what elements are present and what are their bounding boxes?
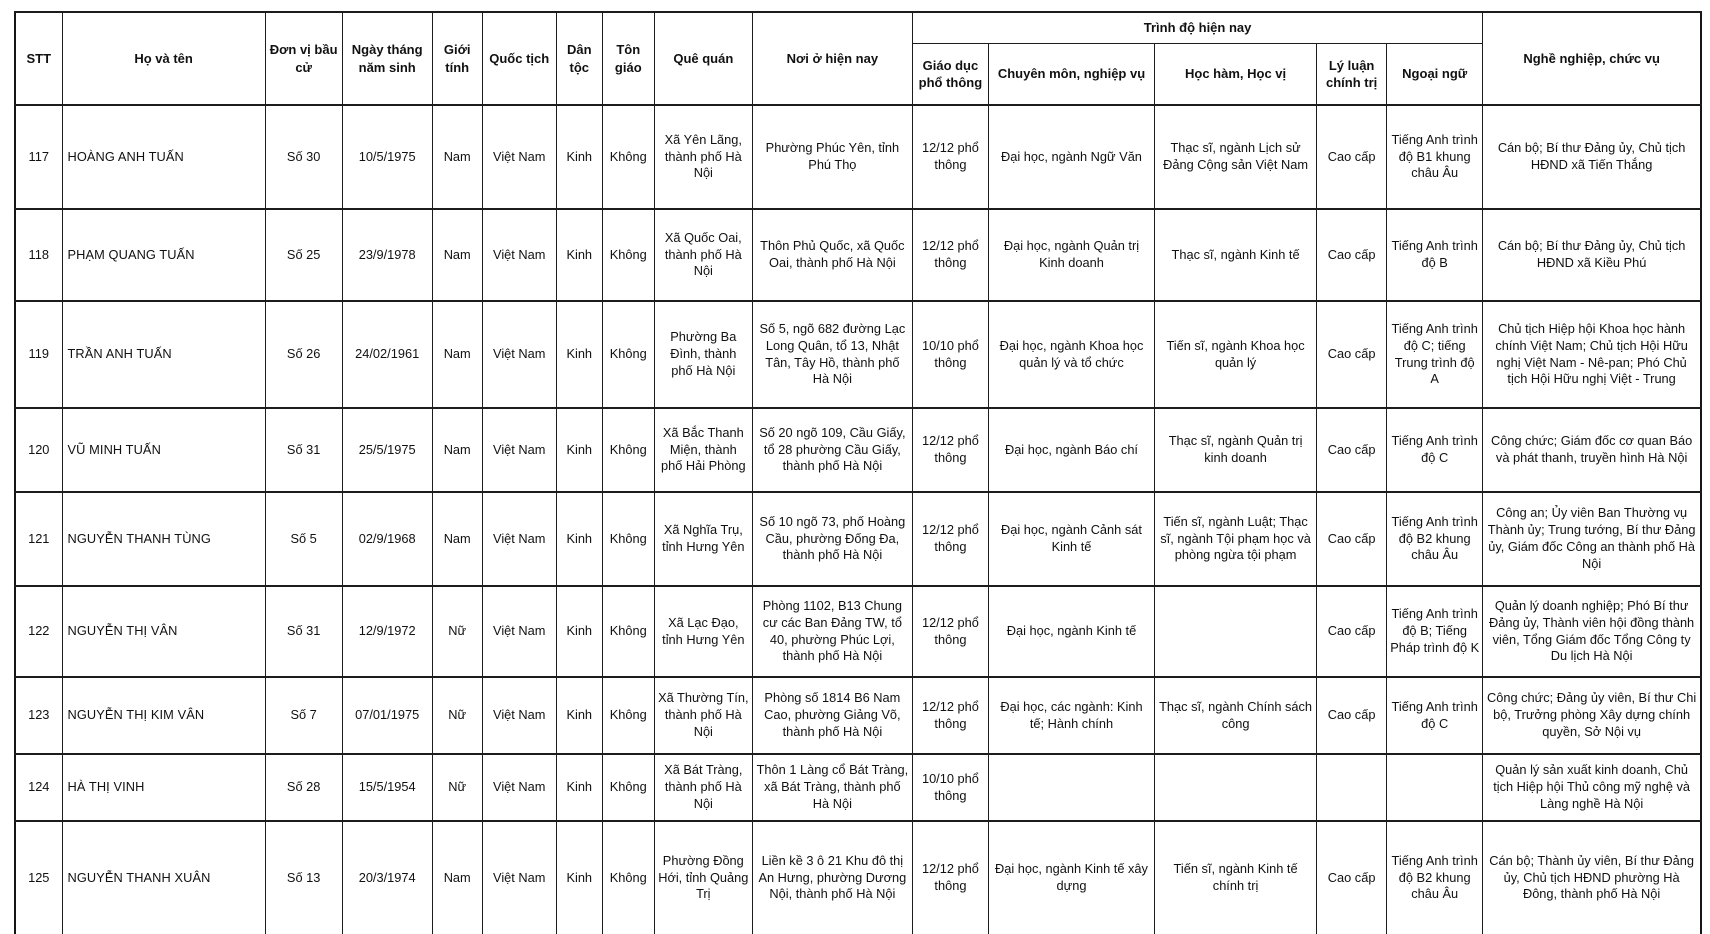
table-cell: Nam <box>432 408 482 492</box>
candidate-roster-table <box>14 11 1702 934</box>
table-cell: Thôn Phủ Quốc, xã Quốc Oai, thành phố Hà Nội <box>752 209 912 301</box>
table-cell: 10/10 phổ thông <box>912 301 988 408</box>
table-cell: 07/01/1975 <box>342 677 432 754</box>
table-cell: Việt Nam <box>482 586 556 677</box>
table-cell: Việt Nam <box>482 821 556 934</box>
table-cell: Đại học, ngành Quản trị Kinh doanh <box>988 209 1154 301</box>
table-cell: 12/9/1972 <box>342 586 432 677</box>
table-cell: Kinh <box>556 301 602 408</box>
table-cell: Thôn 1 Làng cổ Bát Tràng, xã Bát Tràng, thành phố Hà Nội <box>752 754 912 821</box>
table-cell: Phường Phúc Yên, tỉnh Phú Thọ <box>752 105 912 209</box>
table-cell: NGUYỄN THỊ KIM VÂN <box>62 677 265 754</box>
table-cell: Phòng 1102, B13 Chung cư các Ban Đảng TW, tổ 40, phường Phúc Lợi, thành phố Hà Nội <box>752 586 912 677</box>
table-cell: Kinh <box>556 677 602 754</box>
table-row <box>15 105 1701 209</box>
table-cell: Kinh <box>556 821 602 934</box>
table-cell: Kinh <box>556 492 602 586</box>
table-cell: TRẦN ANH TUẤN <box>62 301 265 408</box>
table-cell: 10/5/1975 <box>342 105 432 209</box>
table-cell: Kinh <box>556 209 602 301</box>
table-cell: 118 <box>15 209 62 301</box>
table-cell: Số 20 ngõ 109, Cầu Giấy, tổ 28 phường Cầu Giấy, thành phố Hà Nội <box>752 408 912 492</box>
col-header-nationality: Quốc tịch <box>482 12 556 105</box>
col-group-header-qualifications: Trình độ hiện nay <box>912 12 1482 44</box>
table-cell: Số 5, ngõ 682 đường Lạc Long Quân, tổ 13, Nhật Tân, Tây Hồ, thành phố Hà Nội <box>752 301 912 408</box>
table-cell: Tiếng Anh trình độ C; tiếng Trung trình độ A <box>1387 301 1483 408</box>
table-cell: Kinh <box>556 105 602 209</box>
table-cell: Cán bộ; Bí thư Đảng ủy, Chủ tịch HĐND xã Kiều Phú <box>1483 209 1701 301</box>
table-cell: Việt Nam <box>482 754 556 821</box>
table-cell: Tiếng Anh trình độ B2 khung châu Âu <box>1387 492 1483 586</box>
table-cell: Không <box>602 754 654 821</box>
table-cell: Tiến sĩ, ngành Kinh tế chính trị <box>1155 821 1317 934</box>
col-header-current-residence: Nơi ở hiện nay <box>752 12 912 105</box>
col-header-full-name: Họ và tên <box>62 12 265 105</box>
table-cell: Số 31 <box>265 408 342 492</box>
table-cell: 23/9/1978 <box>342 209 432 301</box>
table-cell: Tiến sĩ, ngành Luật; Thạc sĩ, ngành Tội phạm học và phòng ngừa tội phạm <box>1155 492 1317 586</box>
table-row <box>15 677 1701 754</box>
table-cell: Thạc sĩ, ngành Chính sách công <box>1155 677 1317 754</box>
table-cell <box>1155 586 1317 677</box>
table-cell: Kinh <box>556 754 602 821</box>
table-cell: Thạc sĩ, ngành Lịch sử Đảng Cộng sản Việt Nam <box>1155 105 1317 209</box>
table-cell: Không <box>602 408 654 492</box>
table-cell: Số 30 <box>265 105 342 209</box>
table-cell: Cao cấp <box>1317 209 1387 301</box>
table-cell: Cao cấp <box>1317 301 1387 408</box>
table-cell: Xã Bắc Thanh Miện, thành phố Hải Phòng <box>654 408 752 492</box>
table-cell: Số 7 <box>265 677 342 754</box>
table-cell: Xã Bát Tràng, thành phố Hà Nội <box>654 754 752 821</box>
table-cell: 15/5/1954 <box>342 754 432 821</box>
table-cell: Số 25 <box>265 209 342 301</box>
table-cell: NGUYỄN THANH XUÂN <box>62 821 265 934</box>
table-cell: Việt Nam <box>482 677 556 754</box>
col-header-political-theory: Lý luận chính trị <box>1317 44 1387 106</box>
table-cell: 123 <box>15 677 62 754</box>
table-cell: Xã Nghĩa Trụ, tỉnh Hưng Yên <box>654 492 752 586</box>
table-cell: Đại học, ngành Kinh tế xây dựng <box>988 821 1154 934</box>
table-cell: Cao cấp <box>1317 105 1387 209</box>
col-header-hometown: Quê quán <box>654 12 752 105</box>
table-cell: Kinh <box>556 408 602 492</box>
col-header-stt: STT <box>15 12 62 105</box>
table-cell: Không <box>602 821 654 934</box>
table-cell: 20/3/1974 <box>342 821 432 934</box>
table-cell: Việt Nam <box>482 209 556 301</box>
table-cell: 121 <box>15 492 62 586</box>
table-cell: VŨ MINH TUẤN <box>62 408 265 492</box>
table-row <box>15 301 1701 408</box>
table-cell: Công an; Ủy viên Ban Thường vụ Thành ủy; Trung tướng, Bí thư Đảng ủy, Giám đốc Công an thành phố Hà Nội <box>1483 492 1701 586</box>
table-cell: 25/5/1975 <box>342 408 432 492</box>
col-header-birth-date: Ngày tháng năm sinh <box>342 12 432 105</box>
table-cell: Cao cấp <box>1317 677 1387 754</box>
table-cell: 117 <box>15 105 62 209</box>
table-cell: Số 28 <box>265 754 342 821</box>
table-cell: Số 13 <box>265 821 342 934</box>
table-row <box>15 209 1701 301</box>
table-cell: Đại học, ngành Ngữ Văn <box>988 105 1154 209</box>
table-cell: Nam <box>432 301 482 408</box>
col-header-religion: Tôn giáo <box>602 12 654 105</box>
table-cell <box>1387 754 1483 821</box>
table-cell: Xã Yên Lãng, thành phố Hà Nội <box>654 105 752 209</box>
table-cell: Việt Nam <box>482 105 556 209</box>
table-cell: 119 <box>15 301 62 408</box>
table-row <box>15 408 1701 492</box>
col-header-professional: Chuyên môn, nghiệp vụ <box>988 44 1154 106</box>
table-cell: 122 <box>15 586 62 677</box>
table-cell: Đại học, ngành Khoa học quản lý và tổ chức <box>988 301 1154 408</box>
table-cell: 10/10 phổ thông <box>912 754 988 821</box>
table-cell: Liền kề 3 ô 21 Khu đô thị An Hưng, phường Dương Nội, thành phố Hà Nội <box>752 821 912 934</box>
table-cell: HOÀNG ANH TUẤN <box>62 105 265 209</box>
table-body <box>15 105 1701 934</box>
table-cell: NGUYỄN THANH TÙNG <box>62 492 265 586</box>
table-row <box>15 821 1701 934</box>
table-cell: 02/9/1968 <box>342 492 432 586</box>
table-cell: Công chức; Giám đốc cơ quan Báo và phát thanh, truyền hình Hà Nội <box>1483 408 1701 492</box>
table-cell: Cán bộ; Thành ủy viên, Bí thư Đảng ủy, Chủ tịch HĐND phường Hà Đông, thành phố Hà Nội <box>1483 821 1701 934</box>
table-cell: Cao cấp <box>1317 492 1387 586</box>
table-cell: Số 5 <box>265 492 342 586</box>
table-cell: Việt Nam <box>482 301 556 408</box>
col-header-constituency: Đơn vị bầu cử <box>265 12 342 105</box>
col-header-general-education: Giáo dục phổ thông <box>912 44 988 106</box>
table-cell: Tiếng Anh trình độ B <box>1387 209 1483 301</box>
col-header-academic-degree: Học hàm, Học vị <box>1155 44 1317 106</box>
table-cell: Đại học, ngành Kinh tế <box>988 586 1154 677</box>
table-cell: Nam <box>432 492 482 586</box>
table-cell: Phường Ba Đình, thành phố Hà Nội <box>654 301 752 408</box>
table-cell: Không <box>602 301 654 408</box>
table-cell: Tiếng Anh trình độ B1 khung châu Âu <box>1387 105 1483 209</box>
table-cell <box>1155 754 1317 821</box>
table-cell: Thạc sĩ, ngành Kinh tế <box>1155 209 1317 301</box>
table-cell: 124 <box>15 754 62 821</box>
table-row <box>15 754 1701 821</box>
table-cell: Cán bộ; Bí thư Đảng ủy, Chủ tịch HĐND xã Tiến Thắng <box>1483 105 1701 209</box>
table-cell: HÀ THỊ VINH <box>62 754 265 821</box>
table-cell: Kinh <box>556 586 602 677</box>
table-cell: Cao cấp <box>1317 586 1387 677</box>
table-cell: 24/02/1961 <box>342 301 432 408</box>
table-cell: Không <box>602 105 654 209</box>
table-cell: Số 26 <box>265 301 342 408</box>
table-cell: Xã Lạc Đạo, tỉnh Hưng Yên <box>654 586 752 677</box>
table-cell: Chủ tịch Hiệp hội Khoa học hành chính Việt Nam; Chủ tịch Hội Hữu nghị Việt Nam - Nê-pan; Phó Chủ tịch Hội Hữu nghị Việt - Trung <box>1483 301 1701 408</box>
table-cell: 12/12 phổ thông <box>912 677 988 754</box>
table-cell: Phường Đồng Hới, tỉnh Quảng Trị <box>654 821 752 934</box>
table-cell: Không <box>602 586 654 677</box>
table-row <box>15 586 1701 677</box>
table-cell: Không <box>602 677 654 754</box>
table-cell: Nữ <box>432 677 482 754</box>
table-cell: Phòng số 1814 B6 Nam Cao, phường Giảng Võ, thành phố Hà Nội <box>752 677 912 754</box>
table-cell: 12/12 phổ thông <box>912 209 988 301</box>
table-cell: Không <box>602 209 654 301</box>
header-row-group <box>15 12 1701 44</box>
table-cell <box>988 754 1154 821</box>
table-cell: Quản lý sản xuất kinh doanh, Chủ tịch Hiệp hội Thủ công mỹ nghệ và Làng nghề Hà Nội <box>1483 754 1701 821</box>
table-cell: 120 <box>15 408 62 492</box>
table-cell: NGUYỄN THỊ VÂN <box>62 586 265 677</box>
table-cell: Xã Thường Tín, thành phố Hà Nội <box>654 677 752 754</box>
col-header-occupation: Nghề nghiệp, chức vụ <box>1483 12 1701 105</box>
table-cell: Nữ <box>432 754 482 821</box>
col-header-ethnicity: Dân tộc <box>556 12 602 105</box>
table-cell: Tiếng Anh trình độ B2 khung châu Âu <box>1387 821 1483 934</box>
table-cell: Quản lý doanh nghiệp; Phó Bí thư Đảng ủy, Thành viên hội đồng thành viên, Tổng Giám đốc Tổng Công ty Du lịch Hà Nội <box>1483 586 1701 677</box>
table-cell: Nữ <box>432 586 482 677</box>
table-cell: Tiến sĩ, ngành Khoa học quản lý <box>1155 301 1317 408</box>
table-cell: Tiếng Anh trình độ C <box>1387 677 1483 754</box>
table-header <box>15 12 1701 105</box>
table-cell: 12/12 phổ thông <box>912 105 988 209</box>
table-cell: Đại học, các ngành: Kinh tế; Hành chính <box>988 677 1154 754</box>
table-cell: Nam <box>432 821 482 934</box>
table-cell: Tiếng Anh trình độ C <box>1387 408 1483 492</box>
table-cell: Cao cấp <box>1317 821 1387 934</box>
table-cell: 125 <box>15 821 62 934</box>
table-cell: Nam <box>432 105 482 209</box>
table-cell: Cao cấp <box>1317 408 1387 492</box>
table-cell: Tiếng Anh trình độ B; Tiếng Pháp trình độ K <box>1387 586 1483 677</box>
col-header-foreign-language: Ngoại ngữ <box>1387 44 1483 106</box>
table-row <box>15 492 1701 586</box>
table-cell <box>1317 754 1387 821</box>
table-cell: 12/12 phổ thông <box>912 492 988 586</box>
table-cell: Đại học, ngành Báo chí <box>988 408 1154 492</box>
table-cell: Việt Nam <box>482 492 556 586</box>
table-cell: 12/12 phổ thông <box>912 408 988 492</box>
table-cell: Số 31 <box>265 586 342 677</box>
table-cell: Số 10 ngõ 73, phố Hoàng Cầu, phường Đống Đa, thành phố Hà Nội <box>752 492 912 586</box>
col-header-gender: Giới tính <box>432 12 482 105</box>
table-cell: Đại học, ngành Cảnh sát Kinh tế <box>988 492 1154 586</box>
table-cell: Việt Nam <box>482 408 556 492</box>
table-cell: Không <box>602 492 654 586</box>
table-cell: Xã Quốc Oai, thành phố Hà Nội <box>654 209 752 301</box>
table-cell: 12/12 phổ thông <box>912 821 988 934</box>
table-cell: 12/12 phổ thông <box>912 586 988 677</box>
table-cell: Nam <box>432 209 482 301</box>
table-cell: Công chức; Đảng ủy viên, Bí thư Chi bộ, Trưởng phòng Xây dựng chính quyền, Sở Nội vụ <box>1483 677 1701 754</box>
table-cell: Thạc sĩ, ngành Quản trị kinh doanh <box>1155 408 1317 492</box>
table-cell: PHẠM QUANG TUẤN <box>62 209 265 301</box>
